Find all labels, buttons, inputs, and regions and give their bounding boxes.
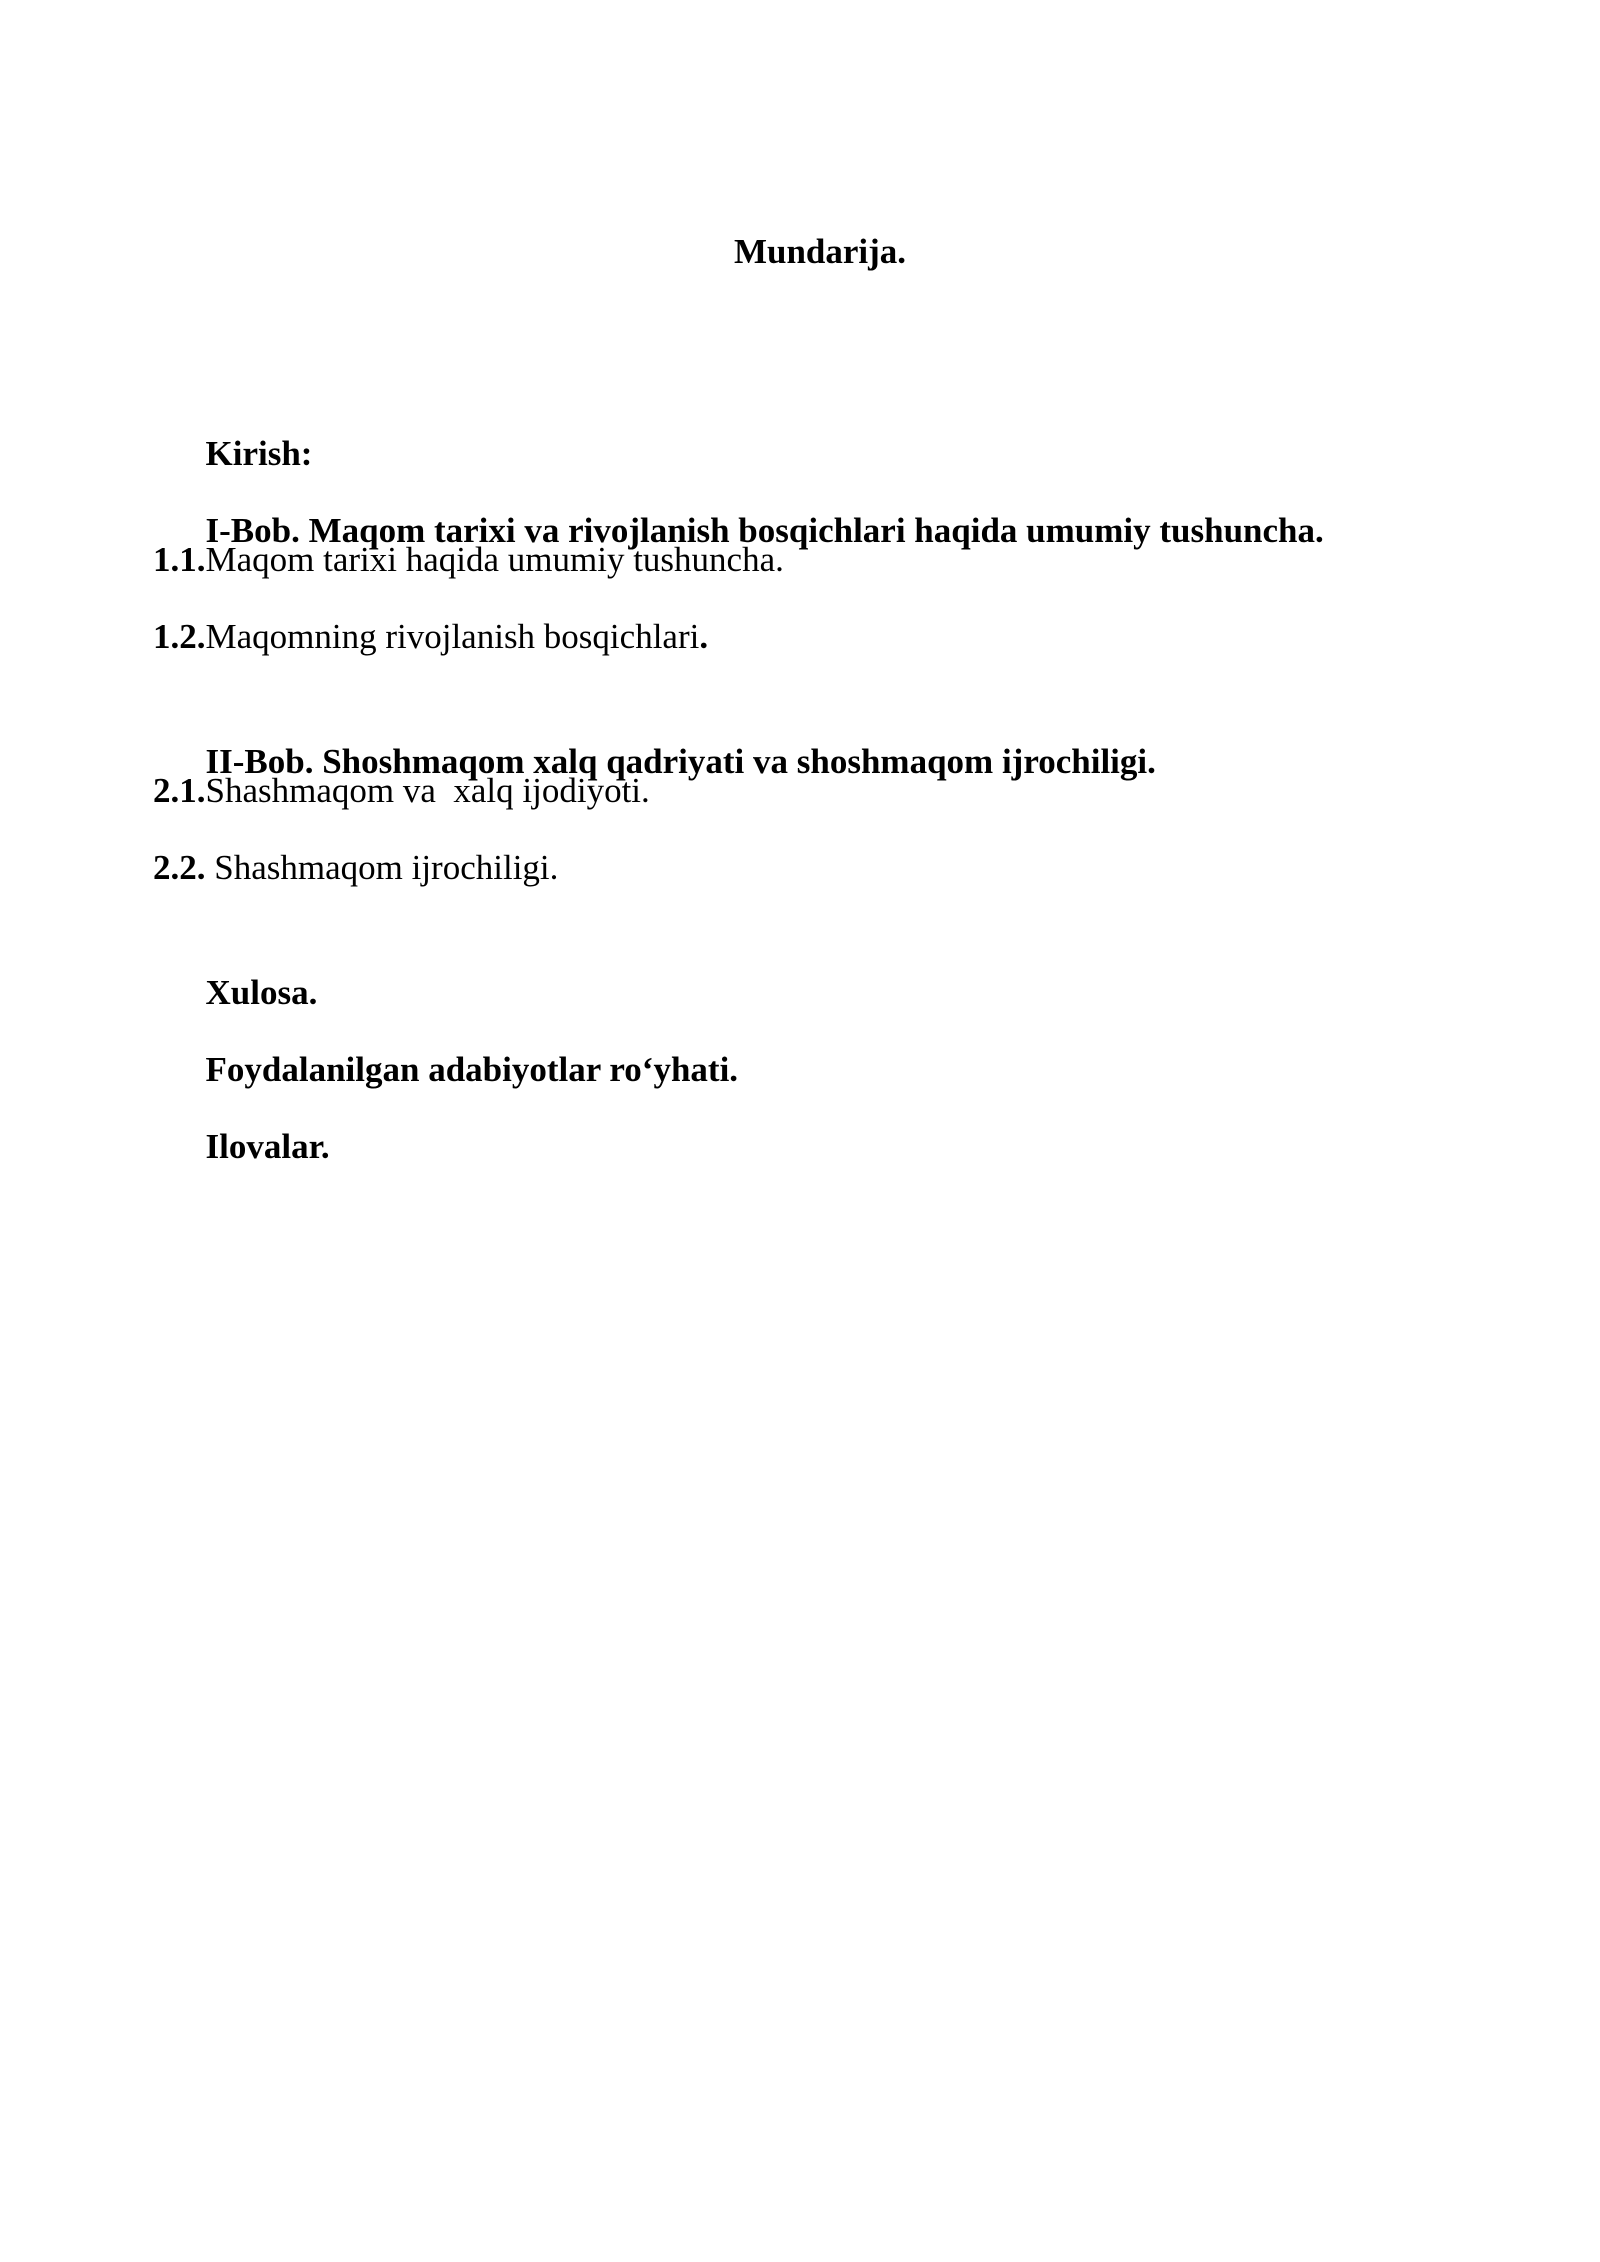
toc-item-chapter-1 — [153, 459, 1453, 550]
toc-item-section-1-2 — [153, 613, 1453, 661]
toc-section-number: 2.2. — [153, 848, 206, 887]
toc-heading: II-Bob. Shoshmaqom xalq qadriyati va shoshmaqom ijrochiligi. — [205, 742, 1156, 781]
toc-section-number: 2.1. — [153, 771, 206, 810]
table-of-contents — [153, 382, 1453, 1166]
toc-item-introduction — [153, 382, 1453, 473]
toc-heading: Foydalanilgan adabiyotlar ro‘yhati. — [205, 1050, 739, 1089]
toc-item-chapter-2 — [153, 690, 1453, 781]
toc-item-conclusion — [153, 921, 1453, 1012]
toc-item-references — [153, 998, 1453, 1089]
toc-item-section-2-2 — [153, 844, 1453, 892]
toc-section-tail: . — [699, 617, 709, 656]
toc-section-title: Maqomning rivojlanish bosqichlari — [205, 617, 700, 656]
toc-heading: Ilovalar. — [205, 1127, 330, 1166]
toc-section-title: Shashmaqom va xalq ijodiyoti. — [205, 771, 650, 810]
page-title: Mundarija. — [733, 232, 907, 271]
toc-section-title: Maqom tarixi haqida umumiy tushuncha. — [205, 540, 784, 579]
toc-heading: Kirish: — [205, 434, 313, 473]
toc-section-number: 1.2. — [153, 617, 206, 656]
toc-heading: I-Bob. Maqom tarixi va rivojlanish bosqichlari haqida umumiy tushuncha. — [205, 511, 1324, 550]
toc-heading: Xulosa. — [205, 973, 318, 1012]
toc-section-title: Shashmaqom ijrochiligi. — [205, 848, 559, 887]
toc-section-number: 1.1. — [153, 540, 206, 579]
